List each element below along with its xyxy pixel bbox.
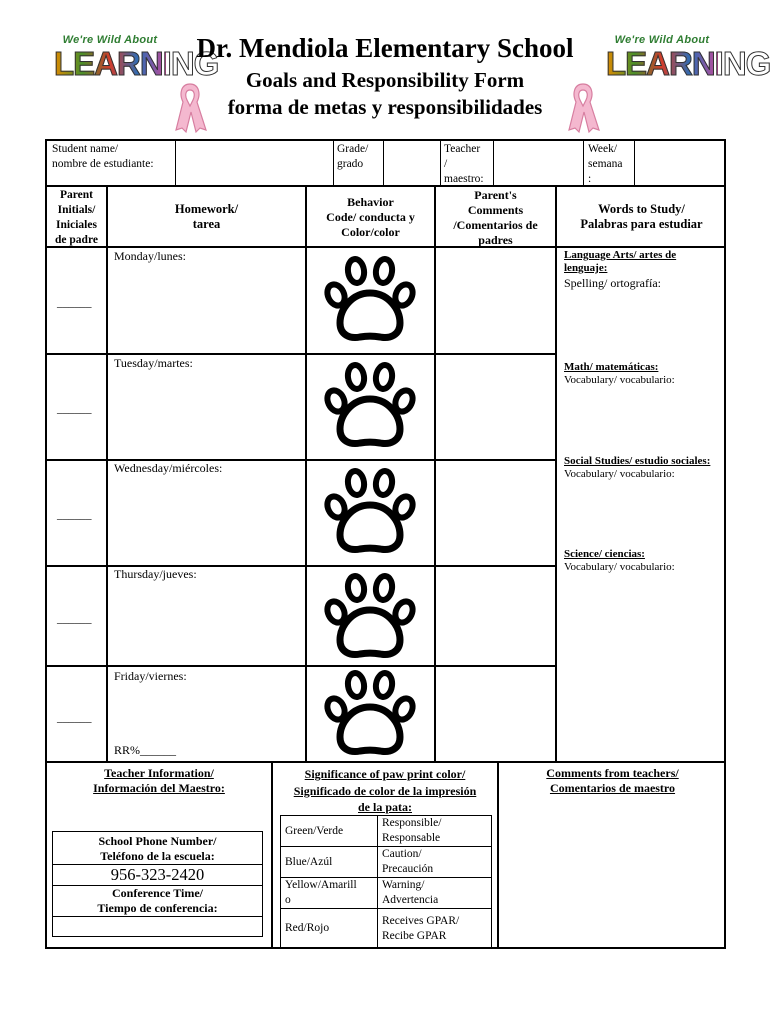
col-homework: Homework/ tarea — [174, 202, 239, 231]
col-words-to-study: Words to Study/ Palabras para estudiar — [580, 202, 703, 231]
logo-tagline: We're Wild About — [62, 34, 158, 46]
grade-field[interactable] — [385, 141, 438, 184]
student-name-field[interactable] — [177, 141, 331, 184]
legend-color: Red/Rojo — [281, 909, 378, 949]
legend-row-blue — [281, 847, 492, 878]
parent-comment-thursday[interactable] — [437, 568, 554, 664]
parent-comment-friday[interactable] — [437, 668, 554, 760]
logo-word: LEARNING — [54, 45, 219, 82]
parent-comment-monday[interactable] — [437, 249, 554, 352]
parent-comment-tuesday[interactable] — [437, 356, 554, 458]
logo-word: LEARNING — [606, 45, 770, 82]
paw-print-icon[interactable] — [322, 253, 418, 343]
paw-print-icon[interactable] — [322, 465, 418, 555]
paw-print-icon[interactable] — [322, 667, 418, 757]
parent-initials-blank[interactable]: ______ — [57, 613, 92, 625]
col-parent-initials: Parent Initials/ Iniciales de padre — [55, 189, 98, 246]
homework-day-label: Monday/lunes: — [114, 249, 186, 263]
phone-label-es: Teléfono de la escuela: — [100, 849, 215, 863]
legend-meaning: Responsible/ Responsable — [378, 816, 492, 847]
legend-row-red — [281, 909, 492, 949]
legend-meaning: Caution/ Precaución — [378, 847, 492, 878]
paw-print-icon[interactable] — [322, 359, 418, 449]
legend-color: Green/Verde — [281, 816, 378, 847]
homework-day-label: Friday/viernes: — [114, 669, 187, 683]
parent-initials-blank[interactable]: ______ — [57, 297, 92, 309]
legend-meaning: Receives GPAR/ Recibe GPAR — [378, 909, 492, 949]
teacher-information-heading: Teacher Information/ Información del Maestro: — [93, 766, 225, 795]
week-label: Week/ semana : — [588, 143, 623, 185]
conference-label: Conference Time/ — [112, 886, 203, 900]
conference-label-es: Tiempo de conferencia: — [97, 901, 218, 915]
col-parent-comments: Parent's Comments /Comentarios de padres — [453, 188, 538, 247]
social-studies-section: Social Studies/ estudio sociales: Vocabulary/ vocabulario: — [564, 455, 711, 480]
form-title-es: forma de metas y responsibilidades — [227, 95, 543, 119]
legend-color: Yellow/Amarill o — [281, 878, 378, 909]
paw-print-icon[interactable] — [322, 570, 418, 660]
language-arts-section: Language Arts/ artes de lenguaje: Spelling/ ortografía: — [564, 249, 677, 290]
legend-color: Blue/Azúl — [281, 847, 378, 878]
paw-significance-heading: Significance of paw print color/ Significado de color de la impresión de la pata: — [293, 767, 477, 814]
parent-initials-blank[interactable]: ______ — [57, 712, 92, 724]
math-section: Math/ matemáticas: Vocabulary/ vocabulario: — [564, 361, 675, 386]
form-title-en: Goals and Responsibility Form — [245, 68, 525, 92]
contact-box — [52, 831, 263, 937]
parent-comment-wednesday[interactable] — [437, 462, 554, 564]
homework-day-label: Wednesday/miércoles: — [114, 461, 223, 475]
logo-tagline: We're Wild About — [614, 34, 710, 46]
col-behavior: Behavior Code/ conducta y Color/color — [326, 195, 415, 239]
teacher-comments-heading: Comments from teachers/ Comentarios de maestro — [546, 766, 679, 795]
paw-color-legend — [280, 815, 492, 949]
conference-time-field[interactable] — [53, 916, 262, 939]
teacher-comments-field[interactable] — [501, 800, 724, 946]
science-section: Science/ ciencias: Vocabulary/ vocabulario: — [564, 548, 675, 573]
week-field[interactable] — [636, 141, 724, 184]
school-phone-number: 956-323-2420 — [53, 864, 262, 886]
homework-day-label: Thursday/jueves: — [114, 567, 197, 581]
legend-meaning: Warning/ Advertencia — [378, 878, 492, 909]
homework-day-label: Tuesday/martes: — [114, 356, 193, 370]
parent-initials-blank[interactable]: ______ — [57, 403, 92, 415]
reading-rate-blank[interactable]: RR%______ — [114, 743, 177, 757]
legend-row-green — [281, 816, 492, 847]
parent-initials-blank[interactable]: ______ — [57, 509, 92, 521]
student-name-label: Student name/ nombre de estudiante: — [52, 143, 154, 170]
school-name: Dr. Mendiola Elementary School — [196, 33, 574, 63]
teacher-field[interactable] — [495, 141, 581, 184]
phone-label: School Phone Number/ — [98, 834, 217, 848]
grade-label: Grade/ grado — [337, 143, 369, 170]
legend-row-yellow — [281, 878, 492, 909]
teacher-label: Teacher / maestro: — [444, 143, 484, 185]
